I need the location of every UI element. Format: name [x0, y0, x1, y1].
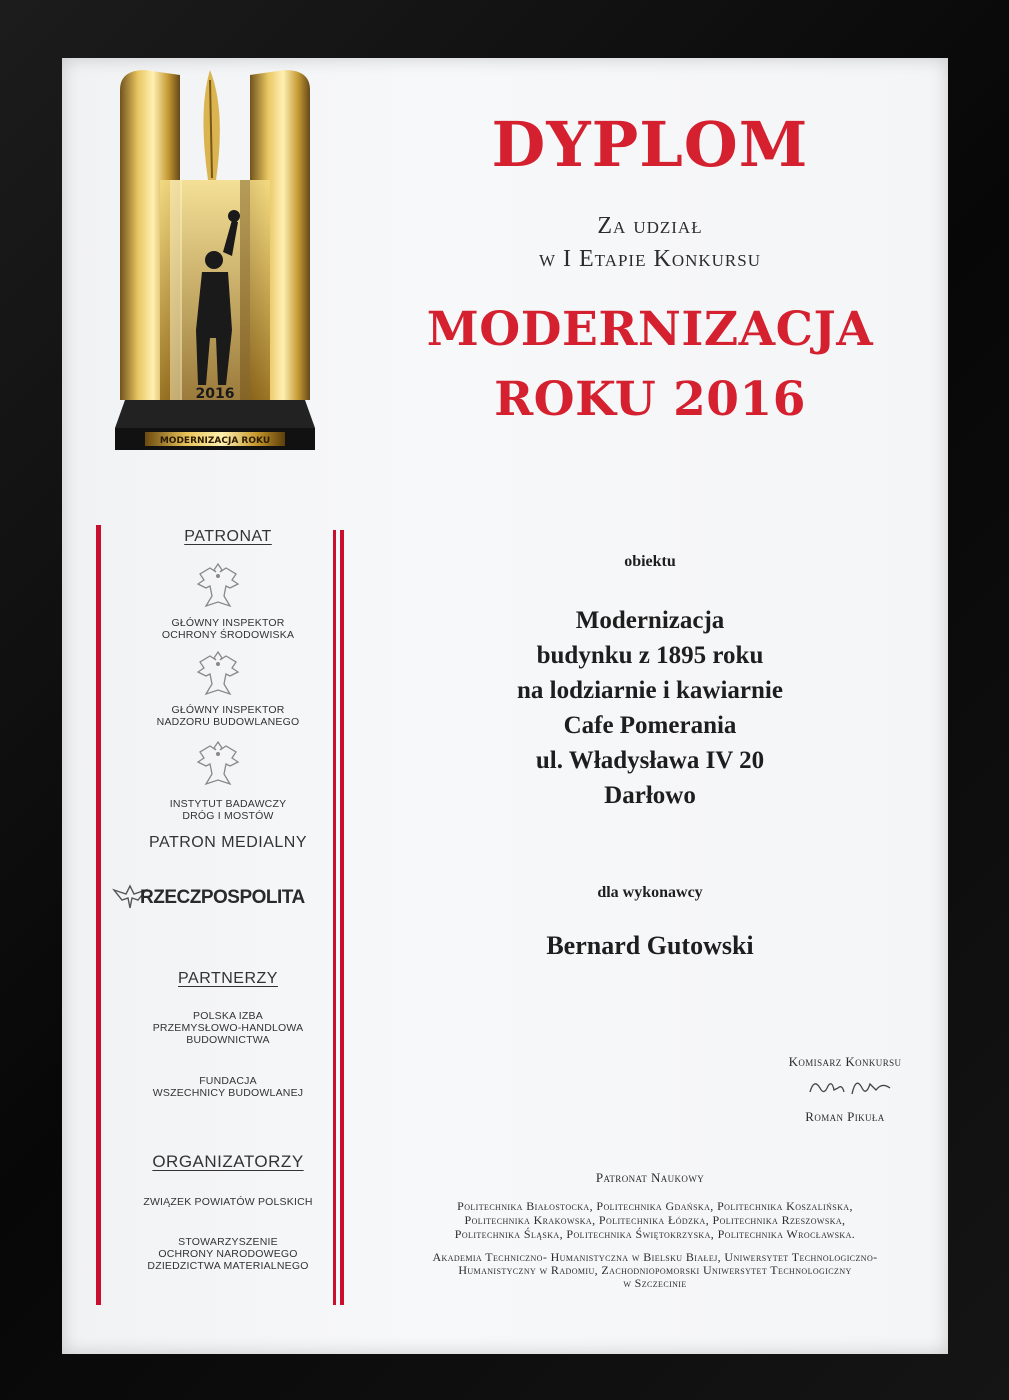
partner-1: POLSKA IZBA PRZEMYSŁOWO-HANDLOWA BUDOWNICTWA	[152, 1010, 304, 1046]
eagle-emblem-icon	[196, 560, 240, 612]
organizatorzy-heading: ORGANIZATORZY	[152, 1152, 304, 1171]
eagle-emblem-icon	[196, 648, 240, 700]
partnerzy-heading: PARTNERZY	[178, 970, 278, 987]
subtitle-line-2: w I Etapie Konkursu	[538, 246, 761, 272]
commissioner-name: Roman Pikuła	[805, 1109, 885, 1124]
contractor-name: Bernard Gutowski	[546, 931, 754, 960]
partner-2: FUNDACJA WSZECHNICY BUDOWLANEJ	[152, 1075, 304, 1099]
object-description: Modernizacja budynku z 1895 roku na lodziarnie i kawiarnie Cafe Pomerania ul. Władysława IV 20 Darłowo	[517, 607, 783, 809]
trophy-image	[110, 70, 320, 455]
contractor-label: dla wykonawcy	[597, 884, 703, 901]
eagle-emblem-icon	[196, 738, 240, 790]
scientific-patronage-list-2: Akademia Techniczno- Humanistyczna w Bielsku Białej, Uniwersytet Technologiczno- Humanistyczny w Radomiu, Zachodniopomorski Uniwersytet Technologiczny w Szczecinie	[432, 1250, 878, 1290]
sidebar-right-line-2	[340, 530, 344, 1305]
organizer-2: STOWARZYSZENIE OCHRONY NARODOWEGO DZIEDZICTWA MATERIALNEGO	[147, 1236, 309, 1272]
contest-name-line-2: ROKU 2016	[494, 372, 806, 427]
sidebar-left-line	[96, 525, 101, 1305]
patron-1: GŁÓWNY INSPEKTOR OCHRONY ŚRODOWISKA	[161, 617, 295, 641]
scientific-patronage-heading: Patronat Naukowy	[595, 1170, 705, 1185]
patronat-heading: PATRONAT	[184, 528, 272, 545]
commissioner-title: Komisarz Konkursu	[788, 1054, 902, 1069]
rzeczpospolita-logo: RZECZPOSPOLITA	[140, 887, 305, 908]
sidebar-right-line	[333, 530, 336, 1305]
diploma-title: DYPLOM	[491, 108, 809, 181]
trophy-plaque: MODERNIZACJA ROKU	[159, 436, 271, 446]
contest-name-line-1: MODERNIZACJA	[426, 302, 874, 357]
signature-image	[806, 1074, 894, 1102]
subtitle-line-1: Za udział	[597, 213, 703, 239]
scientific-patronage-list-1: Politechnika Białostocka, Politechnika Gdańska, Politechnika Koszalińska, Politechnika Krakowska, Politechnika Łódzka, Politechnika Rzeszowska, Politechnika Śląska, Politechnika Świętokrzyska, Politechnika Wrocławska.	[454, 1199, 856, 1241]
object-label: obiektu	[624, 553, 676, 570]
patron-3: INSTYTUT BADAWCZY DRÓG I MOSTÓW	[169, 798, 287, 822]
organizer-1: ZWIĄZEK POWIATÓW POLSKICH	[143, 1196, 313, 1208]
patron-medialny-heading: PATRON MEDIALNY	[148, 834, 308, 851]
trophy-year: 2016	[195, 386, 235, 402]
patron-2: GŁÓWNY INSPEKTOR NADZORU BUDOWLANEGO	[156, 704, 300, 728]
